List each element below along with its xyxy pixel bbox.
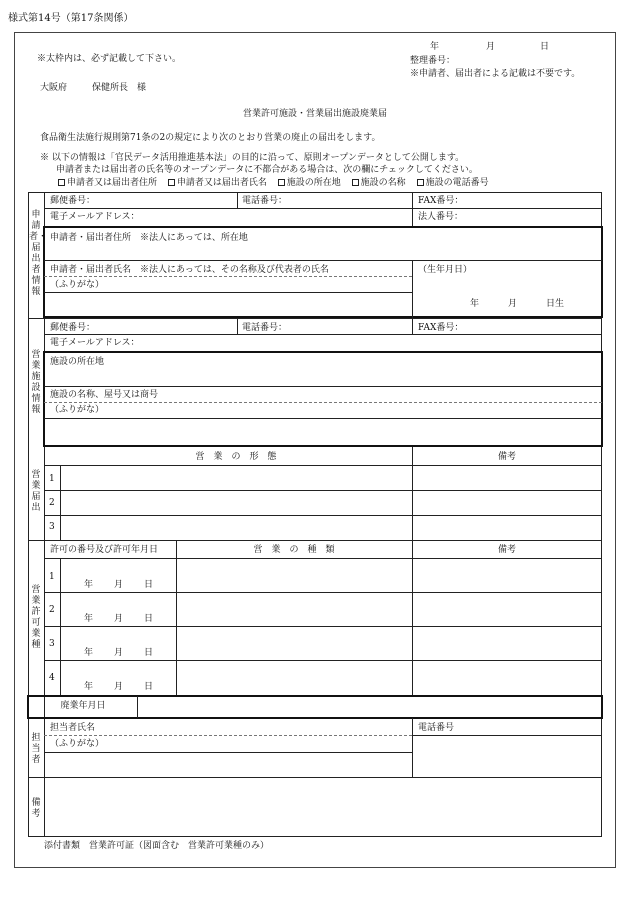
option-applicant-address[interactable]: 申請者又は届出者住所	[58, 178, 157, 188]
permit-date-year[interactable]: 年	[84, 580, 94, 590]
contact-section-label: 担当者	[31, 733, 41, 765]
facility-section-label: 営業施設情報	[31, 350, 41, 415]
facility-furigana[interactable]: （ふりがな）	[50, 405, 105, 415]
option-facility-location[interactable]: 施設の所在地	[278, 178, 341, 188]
date-day: 日	[540, 42, 550, 52]
checkbox[interactable]	[417, 179, 424, 186]
applicant-name[interactable]: 申請者・届出者氏名 ※法人にあっては、その名称及び代表者の氏名	[50, 265, 329, 275]
required-notice: ※太枠内は、必ず記載して下さい。	[37, 54, 182, 64]
permit-date-day[interactable]: 日	[144, 648, 154, 658]
contact-name[interactable]: 担当者氏名	[50, 723, 96, 733]
applicant-address[interactable]: 申請者・届出者住所 ※法人にあっては、所在地	[50, 233, 248, 243]
form-title: 営業許可施設・営業届出施設廃業届	[242, 109, 387, 119]
remarks-section-label: 備考	[31, 798, 41, 819]
contact-phone[interactable]: 電話番号	[418, 723, 455, 733]
facility-location[interactable]: 施設の所在地	[50, 357, 105, 367]
notification-remarks-header: 備考	[497, 452, 516, 462]
addressee-prefecture: 大阪府	[40, 83, 68, 93]
applicant-email[interactable]: 電子メールアドレス：	[50, 212, 140, 222]
permit-date-year[interactable]: 年	[84, 614, 94, 624]
permit-type-header: 営 業 の 種 類	[253, 545, 335, 555]
facility-name[interactable]: 施設の名称、屋号又は商号	[50, 390, 159, 400]
option-facility-phone[interactable]: 施設の電話番号	[417, 178, 489, 188]
reference-number-note: ※申請者、届出者による記載は不要です。	[410, 69, 581, 79]
permit-section-label: 営業許可業種	[31, 585, 41, 650]
permit-date-month[interactable]: 月	[114, 580, 124, 590]
open-data-options	[58, 179, 497, 188]
permit-date-day[interactable]: 日	[144, 682, 154, 692]
permit-row-number: 2	[49, 605, 55, 615]
closure-date-label: 廃業年月日	[60, 701, 106, 711]
contact-furigana[interactable]: （ふりがな）	[50, 739, 105, 749]
permit-row-number: 1	[49, 572, 55, 582]
checkbox[interactable]	[58, 179, 65, 186]
applicant-postal[interactable]: 郵便番号：	[50, 196, 96, 206]
birth-date-label: （生年月日）	[418, 265, 473, 275]
option-facility-name[interactable]: 施設の名称	[352, 178, 406, 188]
open-data-notice: ※ 以下の情報は「官民データ活用推進基本法」の目的に沿って、原則オープンデータとして公開します。	[40, 153, 465, 163]
permit-row-number: 4	[49, 673, 55, 683]
permit-date-year[interactable]: 年	[84, 682, 94, 692]
birth-month[interactable]: 月	[508, 299, 518, 309]
notification-row-number: 1	[49, 474, 55, 484]
form-number: 様式第14号（第17条関係）	[8, 13, 134, 24]
birth-day[interactable]: 日生	[546, 299, 565, 309]
permit-date-month[interactable]: 月	[114, 614, 124, 624]
permit-number-header: 許可の番号及び許可年月日	[50, 545, 159, 555]
permit-date-day[interactable]: 日	[144, 580, 154, 590]
permit-row-number: 3	[49, 639, 55, 649]
permit-date-day[interactable]: 日	[144, 614, 154, 624]
facility-fax[interactable]: FAX番号：	[418, 323, 464, 333]
date-year: 年	[430, 42, 440, 52]
notification-section-label: 営業届出	[31, 470, 41, 513]
checkbox[interactable]	[278, 179, 285, 186]
reference-number-label: 整理番号：	[410, 56, 456, 66]
permit-date-month[interactable]: 月	[114, 682, 124, 692]
applicant-phone[interactable]: 電話番号：	[242, 196, 288, 206]
permit-remarks-header: 備考	[497, 545, 516, 555]
attachments-note: 添付書類 営業許可証（図面含む 営業許可業種のみ）	[44, 841, 270, 851]
checkbox[interactable]	[352, 179, 359, 186]
facility-phone[interactable]: 電話番号：	[242, 323, 288, 333]
notification-row-number: 3	[49, 522, 55, 532]
open-data-instruction: 申請者または届出者の氏名等のオープンデータに不都合がある場合は、次の欄にチェックしてください。	[56, 165, 478, 175]
applicant-furigana[interactable]: （ふりがな）	[50, 280, 105, 290]
option-applicant-name[interactable]: 申請者又は届出者氏名	[168, 178, 267, 188]
permit-date-month[interactable]: 月	[114, 648, 124, 658]
facility-postal[interactable]: 郵便番号：	[50, 323, 96, 333]
notification-row-number: 2	[49, 498, 55, 508]
addressee-office: 保健所長 様	[92, 83, 147, 93]
facility-email[interactable]: 電子メールアドレス：	[50, 338, 140, 348]
date-month: 月	[486, 42, 496, 52]
legal-statement: 食品衛生法施行規則第71条の2の規定により次のとおり営業の廃止の届出をします。	[40, 133, 381, 143]
notification-type-header: 営 業 の 形 態	[195, 452, 277, 462]
applicant-fax[interactable]: FAX番号：	[418, 196, 464, 206]
permit-date-year[interactable]: 年	[84, 648, 94, 658]
checkbox[interactable]	[168, 179, 175, 186]
applicant-corporate-number[interactable]: 法人番号：	[418, 212, 464, 222]
applicant-section-label: 申請者・届出者情報	[29, 210, 48, 297]
birth-year[interactable]: 年	[470, 299, 480, 309]
